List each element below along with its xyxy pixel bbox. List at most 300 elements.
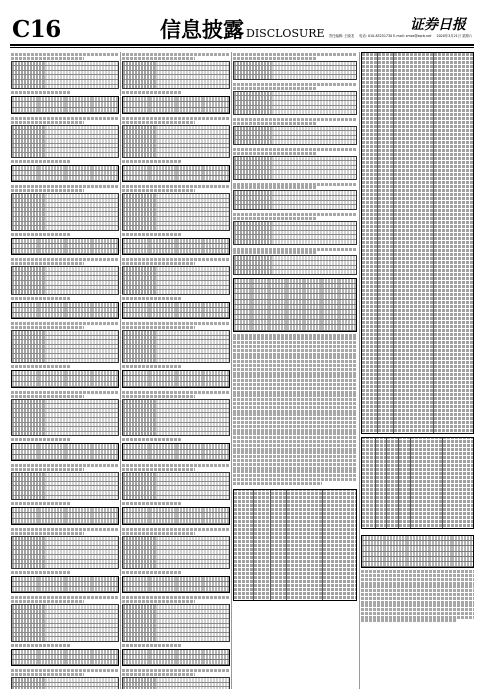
- table-cell: [272, 270, 356, 274]
- table-cell: [123, 359, 156, 363]
- table-cell: [234, 226, 272, 230]
- disclosure-block: [11, 322, 119, 388]
- table-cell: [123, 212, 156, 216]
- text-line: [122, 91, 181, 94]
- table-cell: [156, 409, 229, 413]
- table-cell: [12, 541, 45, 545]
- table-cell: [12, 148, 45, 152]
- table-cell: [234, 127, 272, 131]
- table-cell: [12, 144, 45, 148]
- text-line: [233, 87, 317, 90]
- table-row: [12, 290, 118, 294]
- table-cell: [234, 284, 252, 288]
- table-cell: [272, 96, 356, 100]
- table-cell: [304, 315, 322, 319]
- table-cell: [339, 279, 356, 283]
- table-cell: [39, 249, 66, 253]
- table-cell: [234, 106, 272, 110]
- table-cell: [384, 541, 406, 545]
- table-cell: [123, 276, 156, 280]
- table-row: [123, 313, 229, 318]
- table-cell: [234, 270, 272, 274]
- table-cell: [234, 231, 272, 235]
- disclosure-block: [122, 528, 230, 594]
- table-cell: [12, 482, 45, 486]
- table-row: [12, 249, 118, 254]
- table-cell: [123, 290, 156, 294]
- table-cell: [45, 683, 118, 687]
- table-cell: [203, 239, 229, 243]
- table-cell: [66, 308, 93, 312]
- text-line: [122, 464, 230, 467]
- text-line: [122, 600, 195, 603]
- table-cell: [156, 413, 229, 417]
- table-row: [123, 519, 229, 524]
- table-cell: [45, 281, 118, 285]
- table-cell: [12, 249, 39, 253]
- text-line: [122, 233, 181, 236]
- table-cell: [156, 550, 229, 554]
- table-cell: [203, 655, 229, 659]
- table-row: [12, 687, 118, 689]
- table-cell: [12, 624, 45, 628]
- disclosure-block: [11, 117, 119, 183]
- text-line: [233, 478, 357, 481]
- table-cell: [45, 194, 118, 198]
- table-cell: [123, 455, 150, 459]
- data-table: [11, 507, 119, 525]
- table-cell: [92, 655, 118, 659]
- table-cell: [123, 564, 156, 568]
- table-cell: [156, 349, 229, 353]
- table-cell: [123, 208, 156, 212]
- table-cell: [12, 194, 45, 198]
- text-line: [11, 600, 84, 603]
- table-cell: [123, 628, 156, 632]
- data-table: [233, 221, 357, 245]
- table-cell: [234, 320, 252, 324]
- text-line: [233, 470, 357, 473]
- table-cell: [45, 628, 118, 632]
- table-cell: [45, 482, 118, 486]
- table-cell: [252, 305, 270, 309]
- table-cell: [177, 244, 204, 248]
- table-cell: [123, 331, 156, 335]
- table-row: [12, 85, 118, 89]
- table-cell: [12, 427, 45, 431]
- section-title-cn: 信息披露: [160, 17, 244, 42]
- table-cell: [156, 482, 229, 486]
- table-cell: [252, 279, 270, 283]
- table-cell: [339, 305, 356, 309]
- table-cell: [92, 577, 118, 581]
- table-cell: [12, 633, 45, 637]
- table-cell: [123, 108, 150, 112]
- table-cell: [287, 300, 305, 304]
- table-cell: [123, 683, 156, 687]
- text-line: [122, 53, 230, 56]
- table-cell: [123, 354, 156, 358]
- table-cell: [156, 555, 229, 559]
- table-cell: [177, 308, 204, 312]
- table-cell: [45, 605, 118, 609]
- table-row: [12, 455, 118, 460]
- table-cell: [123, 560, 156, 564]
- table-cell: [45, 144, 118, 148]
- text-line: [233, 186, 317, 189]
- table-cell: [177, 587, 204, 591]
- table-cell: [123, 144, 156, 148]
- table-cell: [45, 610, 118, 614]
- table-cell: [92, 660, 118, 664]
- table-cell: [272, 157, 356, 161]
- table-cell: [429, 536, 451, 540]
- table-cell: [287, 289, 305, 293]
- table-cell: [12, 650, 39, 654]
- text-line: [361, 616, 474, 619]
- table-cell: [12, 560, 45, 564]
- text-line: [11, 365, 70, 368]
- table-cell: [407, 562, 429, 566]
- table-cell: [384, 562, 406, 566]
- table-cell: [12, 71, 45, 75]
- table-cell: [150, 102, 177, 106]
- table-cell: [92, 382, 118, 386]
- table-cell: [123, 550, 156, 554]
- table-cell: [269, 279, 287, 283]
- text-line: [233, 122, 317, 125]
- financial-table: [233, 278, 357, 332]
- table-cell: [39, 108, 66, 112]
- table-cell: [156, 614, 229, 618]
- data-table: [233, 126, 357, 145]
- text-line: [11, 185, 119, 188]
- table-cell: [39, 577, 66, 581]
- table-cell: [66, 313, 93, 317]
- table-cell: [123, 239, 150, 243]
- table-cell: [123, 203, 156, 207]
- table-cell: [12, 404, 45, 408]
- data-table: [11, 96, 119, 114]
- table-cell: [123, 85, 156, 89]
- text-line: [233, 53, 357, 56]
- table-cell: [272, 131, 356, 135]
- table-cell: [234, 235, 272, 239]
- table-cell: [156, 217, 229, 221]
- table-cell: [39, 97, 66, 101]
- text-line: [122, 189, 195, 192]
- table-cell: [123, 126, 156, 130]
- table-cell: [45, 331, 118, 335]
- table-cell: [272, 62, 356, 66]
- table-cell: [156, 628, 229, 632]
- table-cell: [39, 519, 66, 523]
- data-table: [122, 507, 230, 525]
- text-line: [233, 398, 357, 401]
- table-cell: [234, 62, 272, 66]
- text-line: [11, 502, 70, 505]
- table-cell: [150, 508, 177, 512]
- table-cell: [177, 249, 204, 253]
- table-cell: [177, 303, 204, 307]
- table-cell: [339, 320, 356, 324]
- table-cell: [123, 577, 150, 581]
- table-cell: [92, 519, 118, 523]
- disclosure-block: [11, 258, 119, 319]
- disclosure-block: [122, 391, 230, 461]
- table-cell: [12, 508, 39, 512]
- table-cell: [12, 418, 45, 422]
- table-cell: [322, 320, 340, 324]
- table-cell: [234, 66, 272, 70]
- table-cell: [177, 519, 204, 523]
- table-cell: [252, 320, 270, 324]
- table-cell: [45, 541, 118, 545]
- table-cell: [45, 139, 118, 143]
- text-line: [233, 341, 357, 344]
- table-cell: [123, 249, 150, 253]
- table-cell: [12, 281, 45, 285]
- table-row: [234, 75, 356, 79]
- table-cell: [272, 140, 356, 144]
- column-4: [361, 52, 474, 689]
- table-cell: [287, 305, 305, 309]
- table-cell: [156, 404, 229, 408]
- table-cell: [45, 633, 118, 637]
- disclosure-block: [11, 464, 119, 525]
- table-cell: [234, 170, 272, 174]
- table-cell: [45, 555, 118, 559]
- table-cell: [123, 382, 150, 386]
- table-cell: [123, 508, 150, 512]
- table-cell: [150, 108, 177, 112]
- page-header: [10, 14, 474, 44]
- body-text: [233, 334, 357, 485]
- table-cell: [12, 217, 45, 221]
- table-cell: [92, 108, 118, 112]
- table-cell: [123, 226, 156, 230]
- table-cell: [12, 166, 39, 170]
- table-cell: [203, 519, 229, 523]
- table-cell: [45, 400, 118, 404]
- table-cell: [203, 513, 229, 517]
- table-cell: [234, 101, 272, 105]
- masthead-logo: 证券日报: [410, 17, 466, 33]
- text-line: [233, 429, 357, 432]
- text-line: [233, 356, 357, 359]
- table-cell: [234, 157, 272, 161]
- data-table: [122, 536, 230, 569]
- table-cell: [156, 85, 229, 89]
- table-cell: [123, 80, 156, 84]
- column-1: [11, 52, 119, 689]
- table-cell: [66, 249, 93, 253]
- page-number: C16: [12, 16, 61, 43]
- text-line: [361, 589, 474, 592]
- table-cell: [156, 605, 229, 609]
- text-line: [122, 669, 230, 672]
- table-cell: [12, 455, 39, 459]
- table-cell: [362, 557, 384, 561]
- table-cell: [156, 345, 229, 349]
- table-cell: [92, 244, 118, 248]
- table-cell: [123, 633, 156, 637]
- table-cell: [272, 66, 356, 70]
- table-row: [123, 176, 229, 181]
- table-cell: [12, 85, 45, 89]
- table-cell: [156, 418, 229, 422]
- table-cell: [123, 313, 150, 317]
- table-cell: [322, 284, 340, 288]
- table-cell: [66, 244, 93, 248]
- data-table: [122, 370, 230, 388]
- table-row: [12, 660, 118, 665]
- table-cell: [66, 513, 93, 517]
- table-cell: [92, 508, 118, 512]
- table-cell: [92, 587, 118, 591]
- table-row: [234, 325, 356, 330]
- table-cell: [123, 491, 156, 495]
- disclosure-block: [122, 185, 230, 255]
- table-cell: [272, 261, 356, 265]
- table-cell: [150, 249, 177, 253]
- contact-line: 电话: 010-83251730 E-mail: zmzx@zqrb.net: [359, 34, 432, 38]
- table-cell: [45, 637, 118, 641]
- table-cell: [123, 97, 150, 101]
- table-cell: [452, 541, 473, 545]
- table-cell: [150, 444, 177, 448]
- table-cell: [12, 423, 45, 427]
- table-cell: [123, 610, 156, 614]
- data-table: [233, 255, 357, 274]
- commitment-table: [361, 52, 474, 434]
- table-cell: [12, 496, 45, 500]
- text-line: [11, 91, 70, 94]
- table-cell: [45, 418, 118, 422]
- table-cell: [203, 313, 229, 317]
- table-cell: [12, 513, 39, 517]
- table-cell: [12, 409, 45, 413]
- text-line: [11, 528, 119, 531]
- table-cell: [12, 444, 39, 448]
- table-cell: [362, 552, 384, 556]
- table-cell: [272, 110, 356, 114]
- text-line: [233, 118, 357, 121]
- table-cell: [92, 650, 118, 654]
- header-meta: [325, 33, 472, 38]
- table-cell: [12, 171, 39, 175]
- table-cell: [287, 315, 305, 319]
- table-cell: [39, 166, 66, 170]
- table-cell: [66, 371, 93, 375]
- table-cell: [156, 66, 229, 70]
- table-cell: [45, 473, 118, 477]
- text-line: [122, 322, 230, 325]
- table-cell: [156, 336, 229, 340]
- table-row: [123, 108, 229, 113]
- table-cell: [452, 562, 473, 566]
- table-cell: [304, 320, 322, 324]
- table-row: [12, 519, 118, 524]
- table-cell: [203, 577, 229, 581]
- table-cell: [384, 557, 406, 561]
- table-cell: [92, 239, 118, 243]
- table-cell: [304, 294, 322, 298]
- table-cell: [252, 294, 270, 298]
- disclosure-block: [11, 528, 119, 594]
- table-cell: [156, 153, 229, 157]
- table-cell: [12, 62, 45, 66]
- disclosure-block: [11, 669, 119, 689]
- table-cell: [45, 130, 118, 134]
- text-line: [122, 502, 181, 505]
- table-cell: [92, 513, 118, 517]
- table-cell: [12, 519, 39, 523]
- table-cell: [150, 176, 177, 180]
- table-cell: [92, 371, 118, 375]
- table-cell: [12, 486, 45, 490]
- table-cell: [45, 212, 118, 216]
- text-line: [11, 322, 119, 325]
- table-cell: [156, 203, 229, 207]
- table-cell: [45, 267, 118, 271]
- table-cell: [407, 557, 429, 561]
- table-cell: [123, 546, 156, 550]
- table-cell: [92, 582, 118, 586]
- table-cell: [66, 455, 93, 459]
- table-cell: [234, 315, 252, 319]
- table-cell: [92, 376, 118, 380]
- data-table: [11, 370, 119, 388]
- table-cell: [45, 85, 118, 89]
- table-cell: [287, 325, 305, 329]
- table-cell: [272, 71, 356, 75]
- table-cell: [45, 208, 118, 212]
- text-line: [233, 406, 357, 409]
- table-cell: [12, 660, 39, 664]
- data-table: [11, 238, 119, 256]
- data-table: [122, 266, 230, 295]
- table-cell: [12, 222, 45, 226]
- table-cell: [12, 130, 45, 134]
- disclosure-block: [122, 669, 230, 689]
- table-cell: [203, 97, 229, 101]
- table-cell: [339, 310, 356, 314]
- table-cell: [429, 552, 451, 556]
- table-cell: [12, 678, 45, 682]
- table-cell: [234, 96, 272, 100]
- table-cell: [339, 294, 356, 298]
- table-cell: [123, 660, 150, 664]
- table-row: [123, 587, 229, 592]
- text-line: [233, 372, 357, 375]
- table-cell: [156, 477, 229, 481]
- table-cell: [362, 546, 384, 550]
- table-cell: [12, 683, 45, 687]
- text-line: [361, 593, 474, 596]
- table-cell: [123, 71, 156, 75]
- data-table: [122, 576, 230, 594]
- text-line: [11, 57, 84, 60]
- table-cell: [66, 519, 93, 523]
- data-table: [122, 604, 230, 642]
- table-cell: [45, 226, 118, 230]
- disclosure-block: [233, 248, 357, 275]
- disclosure-block: [233, 53, 357, 80]
- data-table: [11, 125, 119, 158]
- table-cell: [123, 148, 156, 152]
- table-cell: [45, 550, 118, 554]
